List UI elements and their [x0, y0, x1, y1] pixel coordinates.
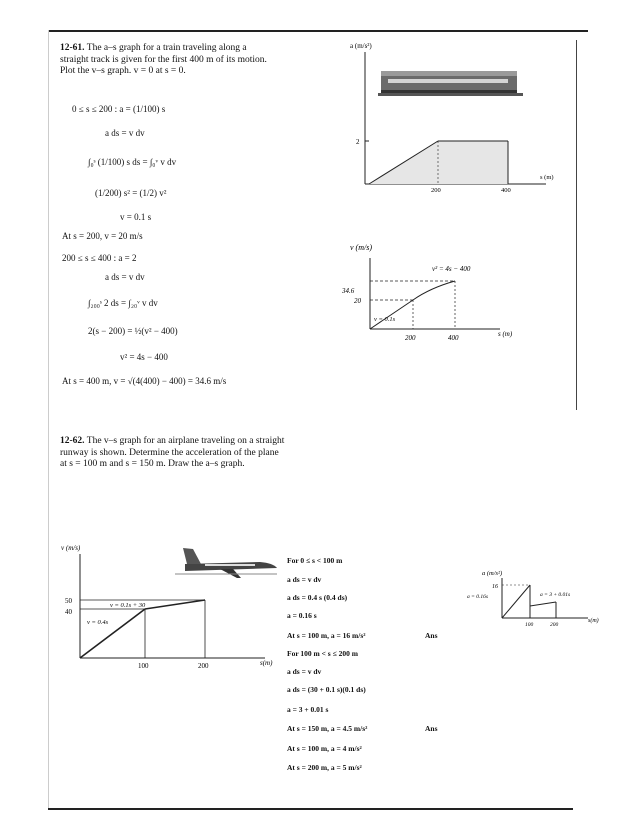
- statement-line: straight track is given for the first 400 m of its motion.: [60, 54, 267, 65]
- solution-line: 200 ≤ s ≤ 400 : a = 2: [62, 253, 137, 263]
- solution-line: a = 3 + 0.01 s: [287, 705, 329, 714]
- page-left-rule: [48, 30, 49, 808]
- page-bottom-rule: [48, 808, 573, 810]
- solution-line: For 100 m < s ≤ 200 m: [287, 649, 358, 658]
- velocity-line: [80, 609, 145, 658]
- x-tick: 200: [405, 334, 416, 342]
- line-label: v = 0.4s: [87, 619, 109, 626]
- statement-line: runway is shown. Determine the acceleration of the plane: [60, 447, 279, 458]
- solution-line: 0 ≤ s ≤ 200 : a = (1/100) s: [72, 104, 166, 114]
- y-tick: 2: [356, 138, 360, 146]
- solution-line: At s = 200 m, a = 5 m/s²: [287, 763, 362, 772]
- solution-line: a = 0.16 s: [287, 611, 317, 620]
- vs-graph-12-61: [340, 236, 530, 346]
- x-tick: 200: [550, 622, 559, 628]
- solution-line: At s = 150 m, a = 4.5 m/s²: [287, 724, 368, 733]
- solution-line: a ds = v dv: [105, 272, 145, 282]
- vs-graph-12-62: [55, 538, 285, 676]
- axis-label-y: v (m/s): [350, 243, 372, 252]
- axis-label-y: a (m/s²): [482, 570, 503, 577]
- statement-line: The v–s graph for an airplane traveling on a straight: [86, 436, 285, 446]
- x-tick: 400: [501, 187, 511, 194]
- curve-label: v² = 4s − 400: [432, 265, 471, 273]
- x-tick: 200: [431, 187, 441, 194]
- accel-line: [502, 585, 530, 618]
- solution-line: a ds = v dv: [287, 575, 322, 584]
- x-tick: 200: [198, 662, 209, 670]
- axis-label-y: a (m/s²): [350, 42, 372, 50]
- solution-line: v = 0.1 s: [120, 212, 152, 222]
- page-right-rule: [576, 40, 577, 410]
- solution-line: 2(s − 200) = ½(v² − 400): [88, 326, 178, 336]
- problem-number: 12-62.: [60, 436, 85, 446]
- problem-12-62-statement: [60, 436, 284, 471]
- x-tick: 100: [525, 622, 534, 628]
- solution-line: ∫₀ˢ (1/100) s ds = ∫₀ᵛ v dv: [88, 157, 177, 167]
- velocity-line: [145, 600, 205, 609]
- solution-line: a ds = 0.4 s (0.4 ds): [287, 593, 348, 602]
- problem-number: 12-61.: [60, 43, 85, 53]
- line-label: a = 0.16s: [467, 594, 488, 600]
- solution-line: At s = 400 m, v = √(4(400) − 400) = 34.6 m/s: [62, 376, 227, 386]
- solution-line: At s = 100 m, a = 16 m/s²: [287, 631, 366, 640]
- axis-label-x: s (m): [498, 330, 513, 338]
- shaded-area: [369, 141, 508, 184]
- y-tick: 16: [492, 584, 498, 590]
- solution-line: a ds = v dv: [287, 667, 322, 676]
- axis-label-y: v (m/s): [61, 544, 81, 552]
- axis-label-x: s(m): [260, 659, 273, 667]
- y-tick: 20: [354, 297, 361, 305]
- solution-line: At s = 100 m, a = 4 m/s²: [287, 744, 362, 753]
- solution-line: a ds = v dv: [105, 128, 145, 138]
- statement-line: at s = 100 m and s = 150 m. Draw the a–s graph.: [60, 459, 245, 469]
- solution-line: ∫₂₀₀ˢ 2 ds = ∫₂₀ᵛ v dv: [88, 298, 158, 308]
- y-tick: 50: [65, 597, 72, 605]
- y-tick: 40: [65, 608, 72, 616]
- ans-label: Ans: [425, 724, 438, 733]
- ans-label: Ans: [425, 631, 438, 640]
- solution-line: a ds = (30 + 0.1 s)(0.1 ds): [287, 685, 366, 694]
- axis-label-x: s(m): [588, 618, 599, 624]
- line-label: v = 0.1s + 30: [110, 602, 146, 609]
- problem-12-61-statement: [60, 43, 267, 78]
- statement-line: The a–s graph for a train traveling along a: [86, 43, 247, 53]
- line-label: a = 3 + 0.01s: [540, 592, 571, 598]
- solution-line: v² = 4s − 400: [120, 352, 168, 362]
- airplane-icon: [175, 548, 277, 578]
- x-tick: 100: [138, 662, 149, 670]
- solution-line: At s = 200, v = 20 m/s: [62, 231, 143, 241]
- solution-line: (1/200) s² = (1/2) v²: [95, 188, 167, 198]
- statement-line: Plot the v–s graph. v = 0 at s = 0.: [60, 66, 186, 76]
- solution-line: For 0 ≤ s < 100 m: [287, 556, 343, 565]
- axis-label-x: s (m): [540, 174, 554, 181]
- train-icon: [378, 71, 523, 96]
- accel-line: [530, 602, 556, 606]
- as-graph-12-61: [338, 38, 568, 198]
- curve-label: v = 0.1s: [374, 316, 396, 323]
- page-top-rule: [48, 30, 588, 32]
- x-tick: 400: [448, 334, 459, 342]
- as-graph-12-62: [440, 560, 600, 645]
- y-tick: 34.6: [342, 287, 355, 295]
